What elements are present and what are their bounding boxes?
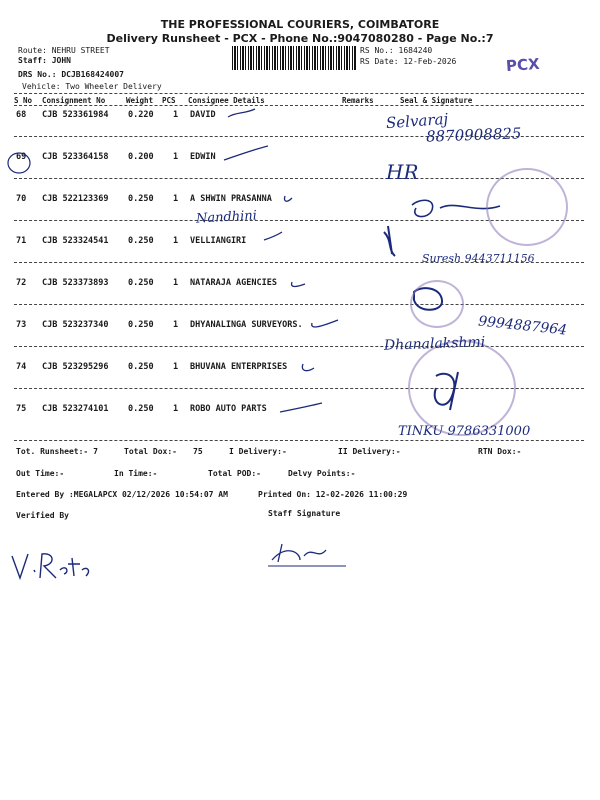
entered-by: Entered By :MEGALAPCX 02/12/2026 10:54:07 AM [16,490,228,499]
out-time-label: Out Time:- [16,469,65,478]
rtn-dox-label: RTN Dox:- [478,447,522,456]
row-consignment: CJB 523274101 [42,404,109,414]
row-sno: 69 [16,152,27,162]
handwriting: Suresh 9443711156 [422,252,535,265]
row-weight: 0.250 [128,404,154,414]
row-pcs: 1 [173,404,179,414]
drs-label: DRS No.: DCJB168424007 [18,70,124,79]
delvy-points-label: Delvy Points:- [288,469,356,478]
row-pcs: 1 [173,236,179,246]
tick-mark [228,109,255,117]
row-consignment: CJB 523324541 [42,236,109,246]
pcx-stamp: PCX [505,54,541,76]
row-consignee: EDWIN [190,152,216,162]
company-seal-stamp [486,168,568,246]
tick-mark [292,282,305,286]
row-consignment: CJB 523373893 [42,278,109,288]
row-consignment: CJB 522123369 [42,194,109,204]
row-consignee: A SHWIN PRASANNA [190,194,272,204]
row-pcs: 1 [173,110,179,120]
handwriting: 9994887964 [477,313,568,339]
handwriting: 8870908825 [425,124,522,146]
row-consignee: VELLIANGIRI [190,236,247,246]
tick-mark [284,196,292,201]
runsheet-subtitle: Delivery Runsheet - PCX - Phone No.:9047080280 - Page No.:7 [106,32,494,45]
in-time-label: In Time:- [114,469,158,478]
row-sno: 73 [16,320,27,330]
row-pcs: 1 [173,320,179,330]
handwriting: Dhanalakshmi [383,334,486,354]
row-sno: 72 [16,278,27,288]
row-weight: 0.250 [128,362,154,372]
staff-signature-scribble [272,544,326,562]
row-sno: 68 [16,110,27,120]
tick-mark [264,232,282,240]
row-sno: 70 [16,194,27,204]
row-consignee: NATARAJA AGENCIES [190,278,277,288]
row-consignee: DAVID [190,110,216,120]
col-consignment: Consignment No [42,96,106,105]
row-consignment: CJB 523361984 [42,110,109,120]
rs-no-label: RS No.: 1684240 [360,46,433,55]
tot-runsheet: Tot. Runsheet:- 7 [16,447,98,456]
col-weight: Weight [126,96,154,105]
handwriting: Selvaraj [385,109,449,133]
row-consignee: BHUVANA ENTERPRISES [190,362,288,372]
tick-mark [224,146,268,160]
staff-label: Staff: JOHN [18,56,71,65]
row-weight: 0.200 [128,152,154,162]
route-label: Route: NEHRU STREET [18,46,110,55]
row-pcs: 1 [173,194,179,204]
row-consignee: ROBO AUTO PARTS [190,404,267,414]
row-consignee: DHYANALINGA SURVEYORS. [190,320,303,330]
row-weight: 0.250 [128,236,154,246]
signature-scribble [384,226,395,256]
row-sno: 71 [16,236,27,246]
row-weight: 0.250 [128,320,154,330]
col-pcs: PCS [162,96,176,105]
circled-row-mark [8,153,30,173]
handwriting: HR [386,160,419,184]
row-consignment: CJB 523237340 [42,320,109,330]
col-consignee: Consignee Details [188,96,265,105]
verified-by-label: Verified By [16,511,69,520]
rs-date-label: RS Date: 12-Feb-2026 [360,57,457,66]
ii-delivery-label: II Delivery:- [338,447,401,456]
row-weight: 0.220 [128,110,154,120]
total-dox-value: 75 [193,447,203,456]
verifier-signature [8,548,92,584]
handwriting: Nandhini [195,208,258,227]
seal-stamp [408,340,516,436]
printed-on: Printed On: 12-02-2026 11:00:29 [258,490,408,499]
row-pcs: 1 [173,278,179,288]
row-consignment: CJB 523364158 [42,152,109,162]
handwriting: TINKU 9786331000 [398,424,531,439]
row-sno: 75 [16,404,27,414]
row-sno: 74 [16,362,27,372]
col-sno: S No [14,96,33,105]
col-remarks: Remarks [342,96,374,105]
row-pcs: 1 [173,152,179,162]
company-title: THE PROFESSIONAL COURIERS, COIMBATORE [160,18,440,31]
i-delivery-label: I Delivery:- [229,447,287,456]
col-seal: Seal & Signature [400,96,473,105]
staff-signature-label: Staff Signature [268,509,341,518]
total-dox-label: Total Dox:- [124,447,177,456]
row-weight: 0.250 [128,278,154,288]
tick-mark [302,364,314,371]
row-weight: 0.250 [128,194,154,204]
tick-mark [312,320,338,327]
row-pcs: 1 [173,362,179,372]
total-pod-label: Total POD:- [208,469,261,478]
tick-mark [280,403,322,412]
row-consignment: CJB 523295296 [42,362,109,372]
seal-stamp [410,280,464,328]
vehicle-label: Vehicle: Two Wheeler Delivery [22,82,162,91]
